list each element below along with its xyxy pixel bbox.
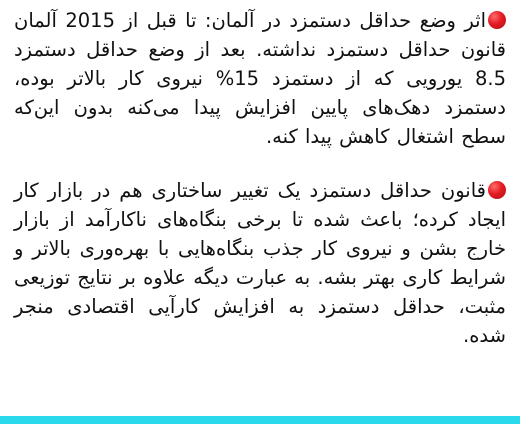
red-circle-icon (488, 181, 506, 199)
paragraph-minimum-wage-effect (14, 6, 506, 151)
message-body (14, 6, 506, 350)
paragraph-text: اثر وضع حداقل دستمزد در آلمان: تا قبل از 2015 آلمان قانون حداقل دستمزد نداشته. بعد از وضع حداقل دستمزد 8.5 یورویی که از دستمزد 15% نیروی کار بالاتر بوده، دستمزد دهک‌های پایین افزایش پیدا می‌کنه بدون این‌که سطح اشتغال کاهش پیدا کنه. (14, 9, 506, 148)
paragraph-structural-change (14, 176, 506, 350)
bottom-accent-bar (0, 416, 520, 424)
paragraph-text: قانون حداقل دستمزد یک تغییر ساختاری هم در بازار کار ایجاد کرده؛ باعث شده تا برخی بنگاه‌های ناکارآمد از بازار خارج بشن و نیروی کار جذب بنگاه‌هایی با بهره‌وری بالاتر و شرایط کاری بهتر بشه. به عبارت دیگه علاوه بر نتایج توزیعی مثبت، حداقل دستمزد به افزایش کارآیی اقتصادی منجر شده. (14, 179, 506, 347)
red-circle-icon (488, 11, 506, 29)
